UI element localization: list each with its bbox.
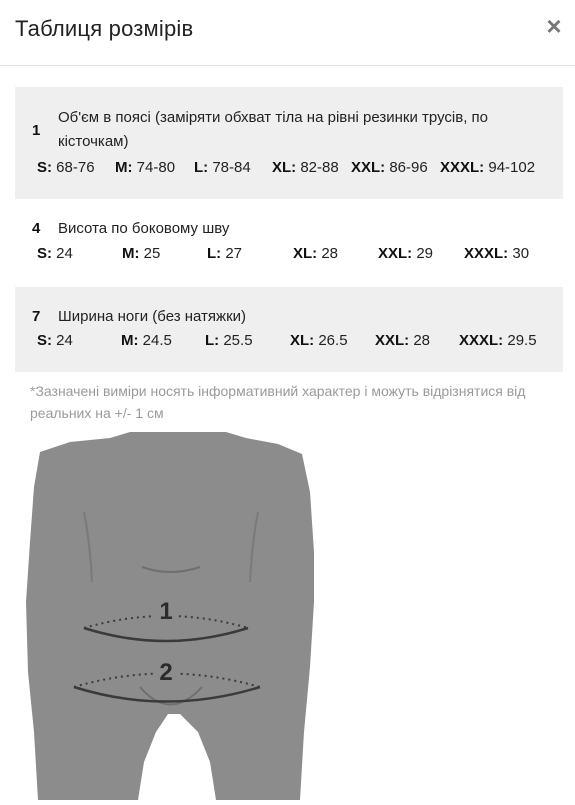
row-number: 4	[32, 220, 41, 237]
size-s: S: 24	[37, 245, 73, 262]
size-row-1	[15, 87, 563, 199]
row-description: Об'єм в поясі (заміряти обхват тіла на рівні резинки трусів, по кісточкам)	[58, 109, 489, 150]
row-description: Висота по боковому шву	[58, 220, 230, 237]
body-silhouette	[20, 432, 320, 800]
size-row-7	[15, 287, 563, 372]
body-measurement-figure	[20, 432, 320, 800]
size-row-4	[15, 208, 563, 278]
close-icon[interactable]: ×	[546, 11, 562, 41]
size-xl: XL: 26.5	[290, 332, 348, 349]
size-l: L: 78-84	[194, 159, 251, 176]
size-xxxl: XXXL: 94-102	[440, 159, 536, 176]
row-number: 1	[32, 122, 41, 139]
disclaimer-note: *Зазначені виміри носять інформативний характер і можуть відрізнятися від реальних на +/- 1 см	[30, 383, 526, 421]
size-xl: XL: 28	[293, 245, 339, 262]
size-xxl: XXL: 28	[375, 332, 431, 349]
size-m: M: 25	[122, 245, 161, 262]
marker-2-label: 2	[159, 659, 173, 686]
size-s: S: 24	[37, 332, 73, 349]
modal-header	[0, 0, 575, 66]
row-description: Ширина ноги (без натяжки)	[58, 308, 247, 325]
row-number: 7	[32, 308, 41, 325]
size-l: L: 27	[207, 245, 243, 262]
size-xxxl: XXXL: 30	[464, 245, 530, 262]
size-m: M: 74-80	[115, 159, 176, 176]
marker-1-label: 1	[159, 598, 173, 625]
size-xl: XL: 82-88	[272, 159, 339, 176]
size-xxl: XXL: 86-96	[351, 159, 428, 176]
size-m: M: 24.5	[121, 332, 172, 349]
size-l: L: 25.5	[205, 332, 253, 349]
modal-title: Таблиця розмірів	[15, 16, 194, 41]
size-xxl: XXL: 29	[378, 245, 434, 262]
size-s: S: 68-76	[37, 159, 95, 176]
size-xxxl: XXXL: 29.5	[459, 332, 537, 349]
